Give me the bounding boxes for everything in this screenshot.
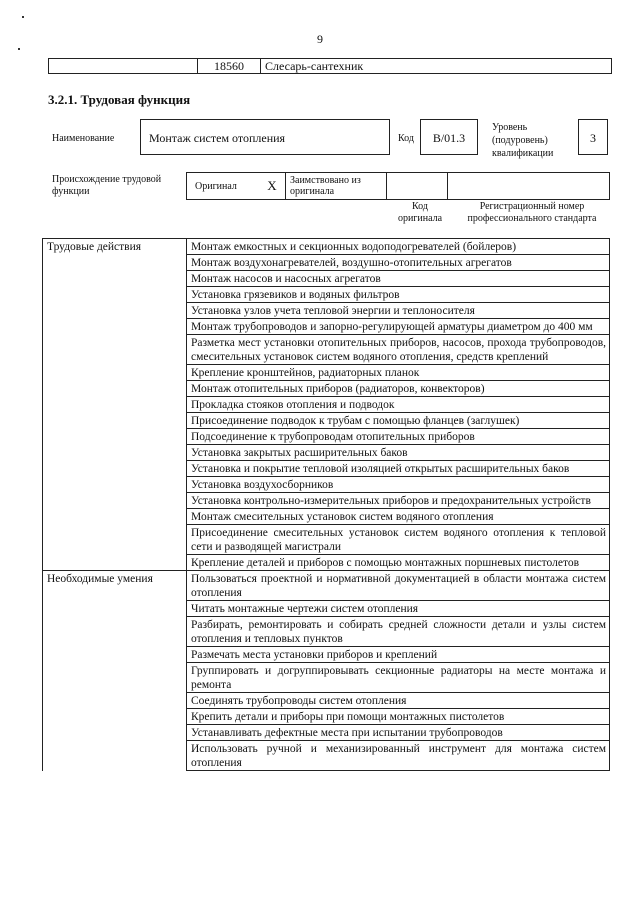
original-label: Оригинал	[187, 173, 260, 200]
row-text: Соединять трубопроводы систем отопления	[187, 693, 610, 709]
level-value: 3	[578, 119, 608, 155]
reg-caption: Регистрационный номер профессионального стандарта	[467, 201, 597, 224]
section-title: 3.2.1. Трудовая функция	[48, 92, 191, 107]
row-text: Крепление кронштейнов, радиаторных планок	[187, 365, 610, 381]
row-text: Читать монтажные чертежи систем отопления	[187, 601, 610, 617]
code-caption: Код оригинала	[397, 201, 443, 224]
origin-table	[186, 172, 610, 200]
section-label: Необходимые умения	[43, 571, 187, 771]
row-text: Присоединение подводок к трубам с помощью фланцев (заглушек)	[187, 413, 610, 429]
function-name: Монтаж систем отопления	[140, 119, 390, 155]
row-text: Крепить детали и приборы при помощи монтажных пистолетов	[187, 709, 610, 725]
row-text: Монтаж трубопроводов и запорно-регулирующей арматуры диаметром до 400 мм	[187, 319, 610, 335]
table-row	[43, 571, 610, 601]
row-text: Использовать ручной и механизированный инструмент для монтажа систем отопления	[187, 741, 610, 771]
row-text: Прокладка стояков отопления и подводок	[187, 397, 610, 413]
scan-speck	[22, 16, 24, 18]
row-text: Установка закрытых расширительных баков	[187, 445, 610, 461]
table-row	[43, 239, 610, 255]
occupation-name: Слесарь-сантехник	[261, 59, 612, 74]
row-text: Установка контрольно-измерительных приборов и предохранительных устройств	[187, 493, 610, 509]
function-code: B/01.3	[420, 119, 478, 155]
row-text: Разбирать, ремонтировать и собирать средней сложности детали и узлы систем отопления и тепловых пунктов	[187, 617, 610, 647]
row-text: Присоединение смесительных установок систем водяного отопления к тепловой сети и разводящей магистрали	[187, 525, 610, 555]
borrowed-label: Заимствовано из оригинала	[286, 173, 387, 200]
original-mark: X	[259, 173, 286, 200]
level-label: Уровень (подуровень) квалификации	[492, 122, 554, 159]
row-text: Разметка мест установки отопительных приборов, насосов, прохода трубопроводов, смесительных установок систем водяного отопления, средств креплений	[187, 335, 610, 365]
origin-label: Происхождение трудовой функции	[52, 174, 162, 197]
name-label: Наименование	[52, 133, 115, 144]
row-text: Монтаж насосов и насосных агрегатов	[187, 271, 610, 287]
details-body	[43, 239, 610, 771]
row-text: Монтаж воздухонагревателей, воздушно-отопительных агрегатов	[187, 255, 610, 271]
row-text: Пользоваться проектной и нормативной документацией в области монтажа систем отопления	[187, 571, 610, 601]
row-text: Монтаж смесительных установок систем водяного отопления	[187, 509, 610, 525]
row-text: Монтаж емкостных и секционных водоподогревателей (бойлеров)	[187, 239, 610, 255]
row-text: Установка грязевиков и водяных фильтров	[187, 287, 610, 303]
row-text: Установка узлов учета тепловой энергии и теплоносителя	[187, 303, 610, 319]
empty-cell	[49, 59, 198, 74]
row-text: Монтаж отопительных приборов (радиаторов, конвекторов)	[187, 381, 610, 397]
original-code-cell	[387, 173, 448, 200]
row-text: Установка и покрытие тепловой изоляцией открытых расширительных баков	[187, 461, 610, 477]
function-details-table	[42, 238, 610, 771]
row-text: Крепление деталей и приборов с помощью монтажных поршневых пистолетов	[187, 555, 610, 571]
row-text: Размечать места установки приборов и креплений	[187, 647, 610, 663]
reg-number-cell	[448, 173, 610, 200]
code-label: Код	[398, 133, 414, 144]
row-text: Установка воздухосборников	[187, 477, 610, 493]
page-number: 9	[317, 32, 323, 46]
section-label: Трудовые действия	[43, 239, 187, 571]
row-text: Группировать и догруппировывать секционные радиаторы на месте монтажа и ремонта	[187, 663, 610, 693]
occupation-code: 18560	[198, 59, 261, 74]
scan-speck	[18, 48, 20, 50]
row-text: Устанавливать дефектные места при испытании трубопроводов	[187, 725, 610, 741]
row-text: Подсоединение к трубопроводам отопительных приборов	[187, 429, 610, 445]
occupation-code-table	[48, 58, 612, 74]
